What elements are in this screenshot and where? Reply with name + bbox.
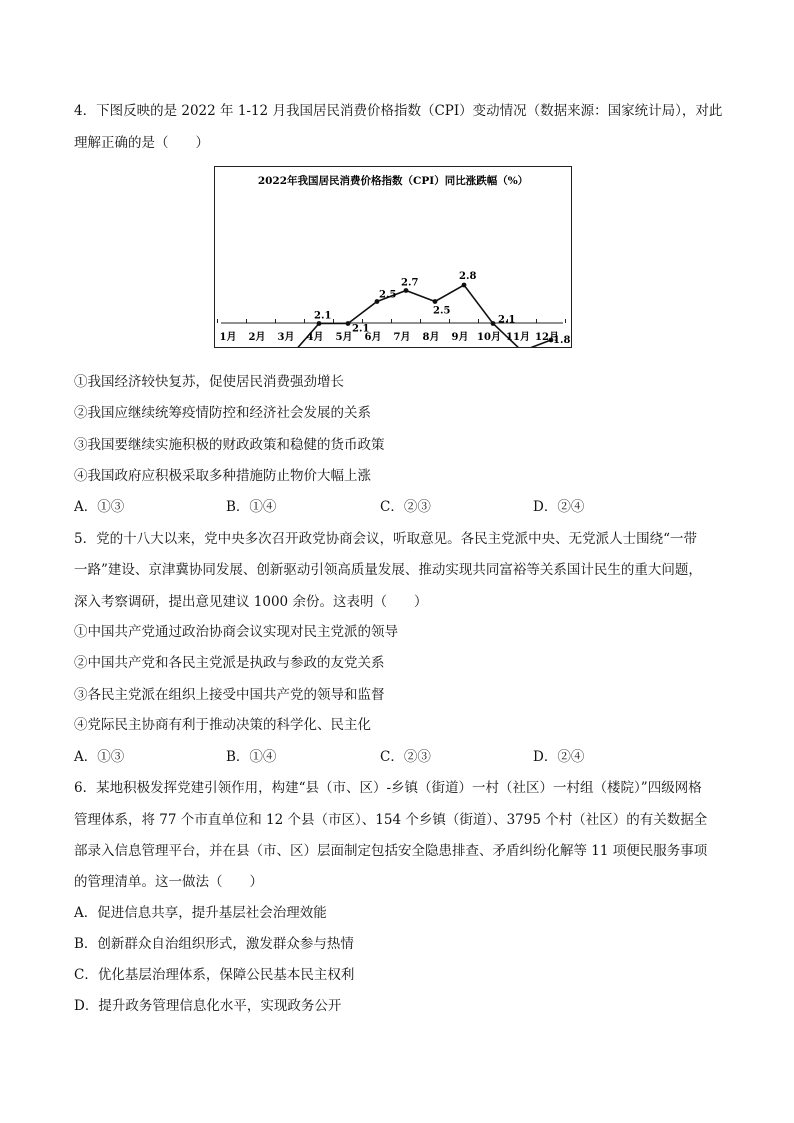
x-tick-label: 1月 bbox=[219, 332, 237, 343]
data-label: 2.5 bbox=[379, 289, 397, 301]
cpi-line-chart bbox=[214, 166, 572, 348]
chart-svg bbox=[215, 167, 571, 347]
data-label: 2.1 bbox=[352, 323, 370, 335]
q5-option-b[interactable]: B．①④ bbox=[226, 749, 277, 765]
q5-statement-1: ①中国共产党通过政治协商会议实现对民主党派的领导 bbox=[74, 624, 398, 640]
data-point bbox=[346, 321, 351, 326]
x-tick-label: 4月 bbox=[306, 332, 324, 343]
q6-stem-line-1: 6．某地积极发挥党建引领作用，构建“县（市、区）-乡镇（街道）一村（社区）一村组（楼院）”四级网格 bbox=[74, 780, 702, 796]
x-tick-label: 7月 bbox=[393, 332, 411, 343]
q4-option-c[interactable]: C．②③ bbox=[380, 499, 431, 515]
q5-option-d[interactable]: D．②④ bbox=[533, 749, 585, 765]
q6-stem-line-3: 部录入信息管理平台，并在县（市、区）层面制定包括安全隐患排查、矛盾纠纷化解等 11 项便民服务事项 bbox=[74, 843, 708, 859]
x-tick-label: 6月 bbox=[364, 332, 382, 343]
data-label: 2.8 bbox=[459, 271, 477, 282]
data-label: 1.8 bbox=[553, 335, 571, 346]
q5-option-c[interactable]: C．②③ bbox=[380, 749, 431, 765]
data-point bbox=[433, 299, 438, 304]
q5-stem-line-2: 一路”建设、京津冀协同发展、创新驱动引领高质量发展、推动实现共同富裕等关系国计民生的重大问题， bbox=[74, 562, 702, 578]
x-tick-label: 12月 bbox=[535, 332, 559, 343]
q4-stem-line-1: 4．下图反映的是 2022 年 1-12 月我国居民消费价格指数（CPI）变动情况（数据来源：国家统计局），对此 bbox=[74, 103, 723, 119]
q5-option-a[interactable]: A．①③ bbox=[74, 749, 125, 765]
q6-option-d[interactable]: D．提升政务管理信息化水平，实现政务公开 bbox=[74, 998, 342, 1014]
x-tick-label: 10月 bbox=[477, 332, 501, 343]
q4-statement-4: ④我国政府应积极采取多种措施防止物价大幅上涨 bbox=[74, 468, 371, 484]
data-label: 2.5 bbox=[433, 305, 451, 317]
q5-stem-line-1: 5．党的十八大以来，党中央多次召开政党协商会议，听取意见。各民主党派中央、无党派人士围绕“一带 bbox=[74, 531, 697, 547]
x-tick-label: 8月 bbox=[422, 332, 440, 343]
data-point bbox=[404, 288, 409, 293]
q4-stem-line-2: 理解正确的是（ ） bbox=[74, 135, 209, 151]
data-label: 2.1 bbox=[314, 310, 332, 322]
q6-stem-line-4: 的管理清单。这一做法（ ） bbox=[74, 874, 263, 890]
chart-title: 2022年我国居民消费价格指数（CPI）同比涨跌幅（%） bbox=[257, 175, 529, 187]
q4-option-b[interactable]: B．①④ bbox=[226, 499, 277, 515]
q6-option-a[interactable]: A．促进信息共享，提升基层社会治理效能 bbox=[74, 905, 327, 921]
q4-option-d[interactable]: D．②④ bbox=[533, 499, 585, 515]
x-tick-label: 2月 bbox=[248, 332, 266, 343]
q5-statement-3: ③各民主党派在组织上接受中国共产党的领导和监督 bbox=[74, 687, 385, 703]
data-point bbox=[317, 321, 322, 326]
chart-tick-labels bbox=[220, 330, 559, 343]
data-label: 2.1 bbox=[498, 314, 516, 326]
q5-statement-2: ②中国共产党和各民主党派是执政与参政的友党关系 bbox=[74, 655, 385, 671]
data-point bbox=[462, 283, 467, 288]
x-tick-label: 3月 bbox=[277, 332, 295, 343]
q6-option-b[interactable]: B．创新群众自治组织形式，激发群众参与热情 bbox=[74, 936, 354, 952]
data-point bbox=[491, 321, 496, 326]
q5-statement-4: ④党际民主协商有利于推动决策的科学化、民主化 bbox=[74, 717, 371, 733]
x-tick-label: 5月 bbox=[335, 332, 353, 343]
q4-statement-3: ③我国要继续实施积极的财政政策和稳健的货币政策 bbox=[74, 437, 385, 453]
q5-stem-line-3: 深入考察调研，提出意见建议 1000 余份。这表明（ ） bbox=[74, 594, 428, 610]
q6-stem-line-2: 管理体系，将 77 个市直单位和 12 个县（市区）、154 个乡镇（街道）、3795 个村（社区）的有关数据全 bbox=[74, 812, 708, 828]
q4-statement-1: ①我国经济较快复苏，促使居民消费强劲增长 bbox=[74, 374, 344, 390]
q4-statement-2: ②我国应继续统筹疫情防控和经济社会发展的关系 bbox=[74, 405, 371, 421]
x-tick-label: 11月 bbox=[506, 332, 530, 343]
x-tick-label: 9月 bbox=[451, 332, 469, 343]
data-label: 2.7 bbox=[401, 277, 419, 289]
q4-option-a[interactable]: A．①③ bbox=[74, 499, 125, 515]
q6-option-c[interactable]: C．优化基层治理体系，保障公民基本民主权利 bbox=[74, 967, 355, 983]
